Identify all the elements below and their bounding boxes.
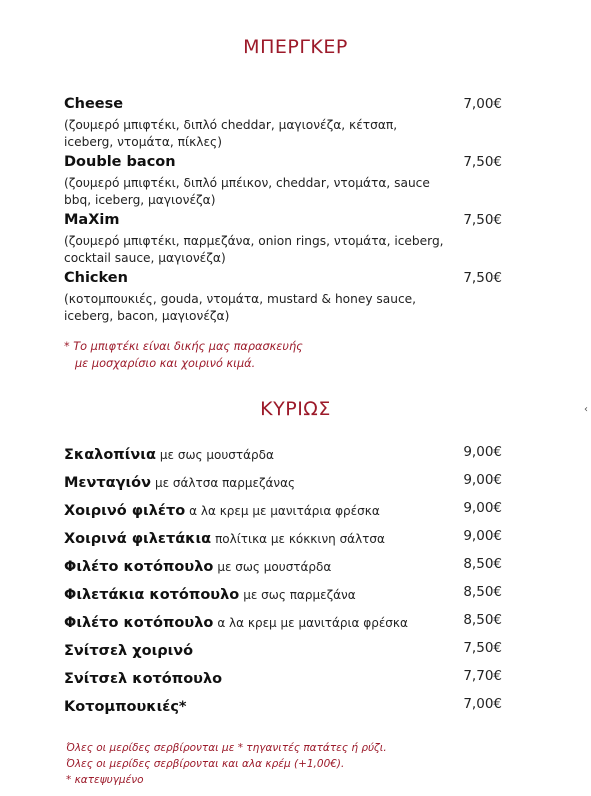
burger-price: 7,00€ [463, 96, 502, 112]
main-dish-name: Χοιρινό φιλέτο [64, 503, 186, 519]
main-dish-price: 9,00€ [463, 500, 502, 516]
burger-description: (ζουμερό μπιφτέκι, παρμεζάνα, onion rings, ντομάτα, iceberg, cocktail sauce, μαγιονέζα) [64, 234, 444, 265]
main-dish-name: Φιλέτο κοτόπουλο [64, 615, 214, 631]
burger-name: Double bacon [64, 154, 176, 170]
footer-note-line1: Όλες οι μερίδες σερβίρονται με * τηγανιτές πατάτες ή ρύζι. [66, 742, 387, 754]
main-dish-price: 7,70€ [463, 668, 502, 684]
main-dish-name: Σνίτσελ κοτόπουλο [64, 671, 223, 687]
main-dish-side: α λα κρεμ με μανιτάρια φρέσκα [217, 616, 408, 630]
burger-description: (κοτομπουκιές, gouda, ντομάτα, mustard & honey sauce, iceberg, bacon, μαγιονέζα) [64, 292, 417, 323]
main-dish-side: πολίτικα με κόκκινη σάλτσα [215, 532, 385, 546]
main-dish-price: 7,00€ [463, 696, 502, 712]
main-dish-price: 9,00€ [463, 472, 502, 488]
burger-note-line1: * Το μπιφτέκι είναι δικής μας παρασκευής [64, 340, 303, 353]
main-dish-name: Μενταγιόν [64, 475, 151, 491]
edge-arrow-icon: ‹ [584, 404, 588, 415]
burger-note-line2: με μοσχαρίσιο και χοιρινό κιμά. [75, 357, 256, 370]
burger-name: MaXim [64, 212, 120, 228]
burger-description: (ζουμερό μπιφτέκι, διπλό μπέικον, cheddar, ντομάτα, sauce bbq, iceberg, μαγιονέζα) [64, 176, 430, 207]
burger-price: 7,50€ [463, 212, 502, 228]
burger-name: Chicken [64, 270, 128, 286]
burger-description: (ζουμερό μπιφτέκι, διπλό cheddar, μαγιονέζα, κέτσαπ, iceberg, ντομάτα, πίκλες) [64, 118, 398, 149]
burgers-heading: ΜΠΕΡΓΚΕΡ [243, 36, 348, 58]
burger-name: Cheese [64, 96, 124, 112]
footer-note-line2: Όλες οι μερίδες σερβίρονται και αλα κρέμ (+1,00€). [66, 758, 345, 770]
main-dish-name: Φιλέτο κοτόπουλο [64, 559, 214, 575]
burger-price: 7,50€ [463, 154, 502, 170]
main-dish-price: 8,50€ [463, 612, 502, 628]
main-dish-name: Σκαλοπίνια [64, 447, 156, 463]
main-dish-side: α λα κρεμ με μανιτάρια φρέσκα [189, 504, 380, 518]
main-dish-side: με σάλτσα παρμεζάνας [154, 476, 296, 490]
main-dish-price: 9,00€ [463, 444, 502, 460]
main-dish-price: 8,50€ [463, 584, 502, 600]
main-dish-name: Χοιρινά φιλετάκια [64, 531, 212, 547]
burger-price: 7,50€ [463, 270, 502, 286]
main-dish-side: με σως μουστάρδα [159, 448, 274, 462]
main-dish-name: Σνίτσελ χοιρινό [64, 643, 194, 659]
footer-note-line3: * κατεψυγμένο [66, 774, 144, 786]
main-dish-side: με σως παρμεζάνα [243, 588, 356, 602]
main-dish-name: Φιλετάκια κοτόπουλο [64, 587, 240, 603]
mains-heading: ΚΥΡΙΩΣ [260, 398, 331, 420]
main-dish-price: 7,50€ [463, 640, 502, 656]
main-dish-name: Κοτομπουκιές* [64, 699, 187, 715]
main-dish-price: 8,50€ [463, 556, 502, 572]
main-dish-side: με σως μουστάρδα [217, 560, 332, 574]
main-dish-price: 9,00€ [463, 528, 502, 544]
